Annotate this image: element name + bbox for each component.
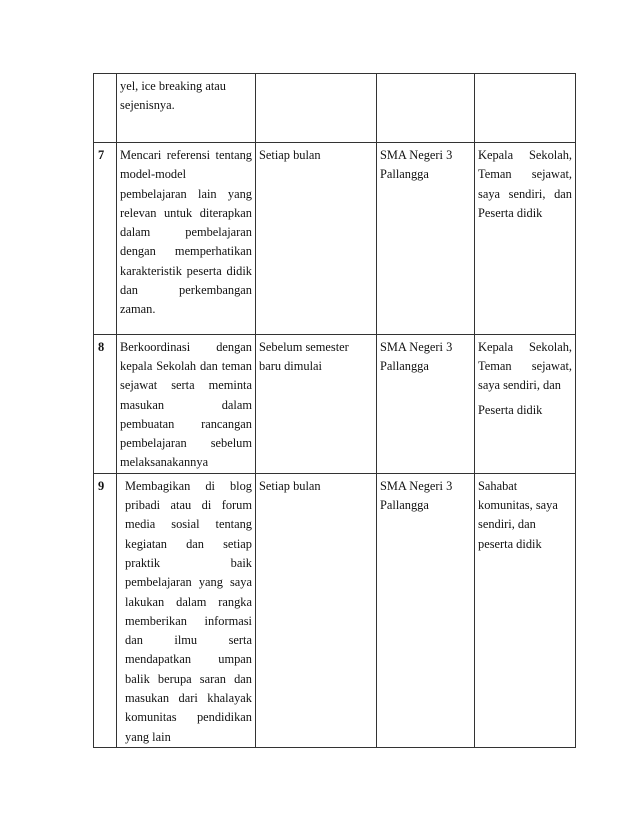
place-cell [377, 74, 475, 143]
row-number [94, 74, 117, 143]
people-extra-text: Peserta didik [478, 402, 543, 417]
time-cell: Sebelum semester baru dimulai [256, 334, 377, 473]
people-cell [475, 334, 576, 473]
table-row [94, 334, 576, 473]
people-cell [475, 74, 576, 143]
table-row [94, 143, 576, 335]
place-cell: SMA Negeri 3 Pallangga [377, 473, 475, 747]
row-number: 9 [94, 473, 117, 747]
table-row [94, 473, 576, 747]
row-number: 8 [94, 334, 117, 473]
time-cell: Setiap bulan [256, 143, 377, 335]
action-plan-table [93, 73, 576, 748]
activity-cell: yel, ice breaking atau sejenisnya. [117, 74, 256, 143]
place-cell: SMA Negeri 3 Pallangga [377, 143, 475, 335]
time-cell [256, 74, 377, 143]
activity-cell: Berkoordinasi dengan kepala Sekolah dan teman sejawat serta meminta masukan dalam pembuatan rancangan pembelajaran sebelum melaksanakannya [117, 334, 256, 473]
activity-cell: Mencari referensi tentang model-model pembelajaran lain yang relevan untuk diterapkan dalam pembelajaran dengan memperhatikan karakteristik peserta didik dan perkembangan zaman. [117, 143, 256, 335]
time-cell: Setiap bulan [256, 473, 377, 747]
people-text: Kepala Sekolah, Teman sejawat, saya sendiri, dan [478, 339, 572, 393]
row-number: 7 [94, 143, 117, 335]
people-cell: Sahabat komunitas, saya sendiri, dan peserta didik [475, 473, 576, 747]
people-cell: Kepala Sekolah, Teman sejawat, saya sendiri, dan Peserta didik [475, 143, 576, 335]
place-cell: SMA Negeri 3 Pallangga [377, 334, 475, 473]
activity-cell: Membagikan di blog pribadi atau di forum media sosial tentang kegiatan dan setiap praktik baik pembelajaran yang saya lakukan dalam rangka memberikan informasi dan ilmu serta mendapatkan umpan balik berupa saran dan masukan dari khalayak komunitas pendidikan yang lain [117, 473, 256, 747]
table-row [94, 74, 576, 143]
